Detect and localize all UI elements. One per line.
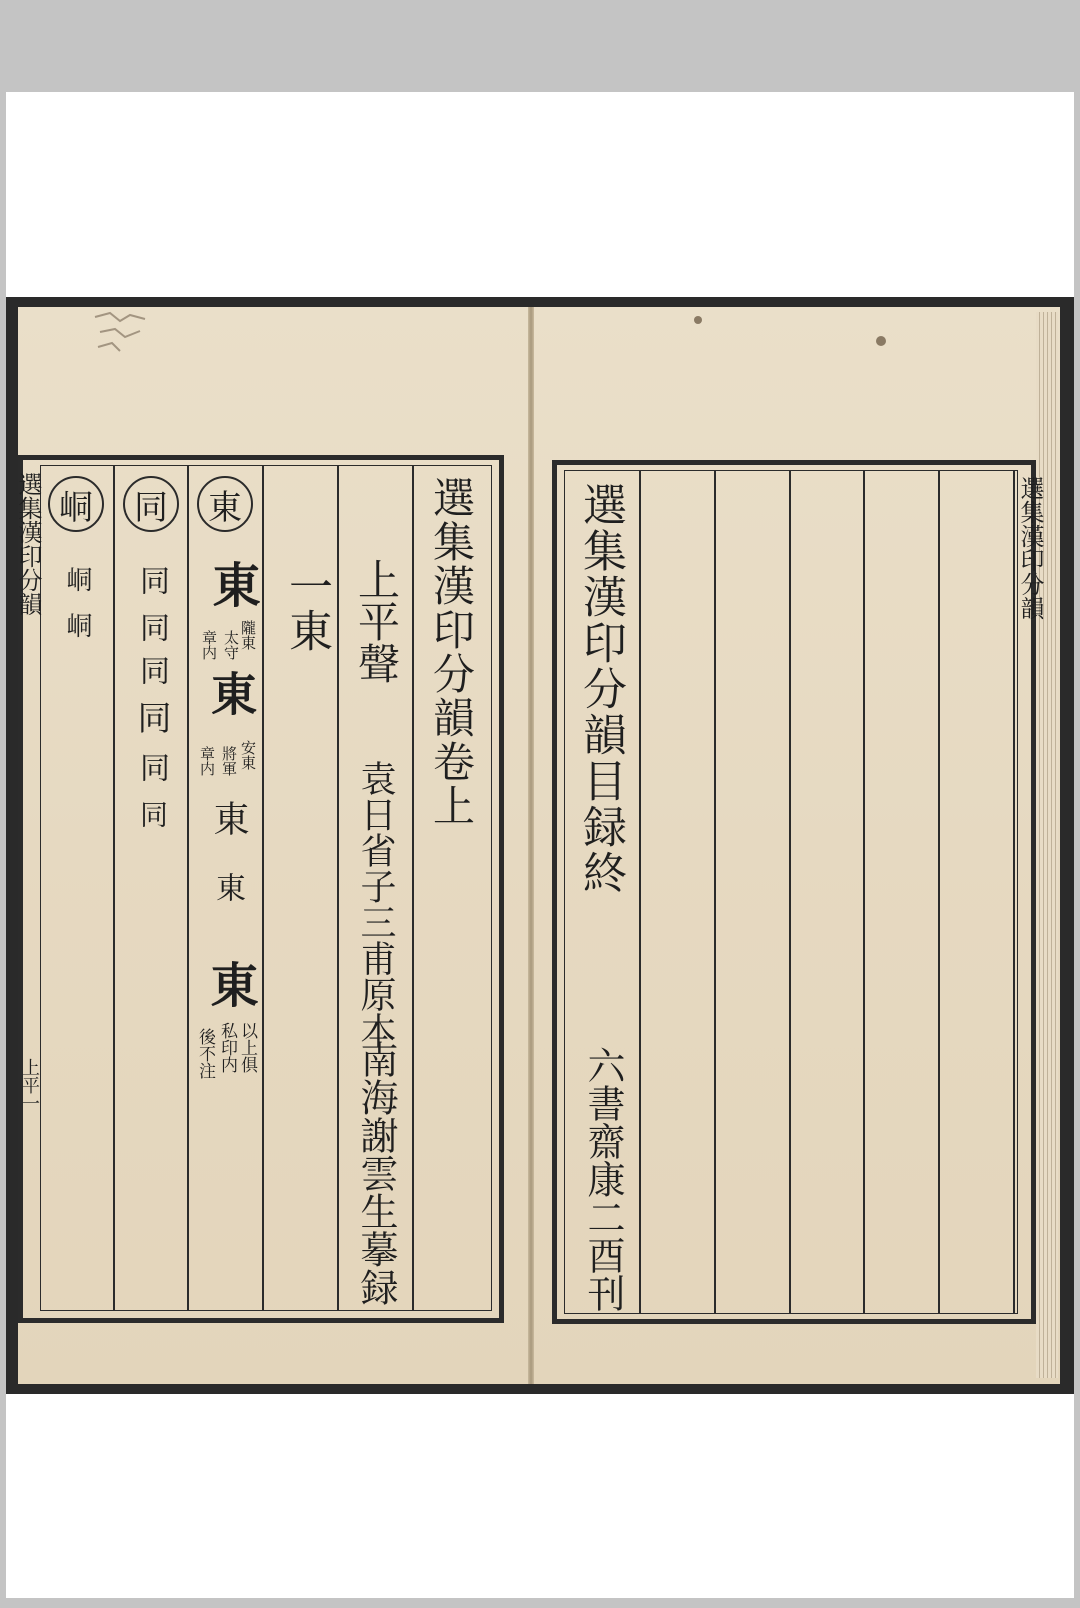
headword: 同 bbox=[134, 487, 168, 528]
left-page-inner-frame bbox=[40, 465, 492, 1311]
column-rule bbox=[262, 466, 264, 1310]
seal-form: 同 bbox=[134, 655, 169, 685]
right-page-inner-frame bbox=[564, 470, 1018, 1314]
margin-title: 選集漢印分韻 bbox=[1016, 476, 1044, 620]
seal-form: 同 bbox=[134, 565, 169, 595]
book-spine bbox=[528, 307, 534, 1384]
column-rule bbox=[187, 466, 189, 1310]
seal-note: 章内 bbox=[198, 746, 216, 776]
seal-form: 東 bbox=[210, 872, 245, 902]
column-rule bbox=[938, 471, 940, 1313]
headword-circle bbox=[197, 476, 253, 532]
seal-form: 峒 bbox=[62, 566, 92, 592]
seal-note: 私印内 bbox=[217, 1022, 237, 1073]
seal-note: 將軍 bbox=[220, 746, 238, 776]
seal-form: 東 bbox=[202, 960, 258, 1008]
seal-note: 以上俱 bbox=[237, 1022, 257, 1073]
column-rule bbox=[1013, 471, 1015, 1313]
seal-form: 峒 bbox=[62, 612, 92, 638]
seal-note: 太守 bbox=[222, 630, 240, 660]
seal-form: 同 bbox=[136, 800, 169, 828]
column-rule bbox=[639, 471, 641, 1313]
margin-page-number: 上平一 bbox=[19, 1058, 40, 1112]
seal-form: 同 bbox=[131, 700, 171, 734]
seal-note: 後不注 bbox=[195, 1028, 215, 1079]
seal-note: 安東 bbox=[239, 740, 257, 770]
column-rule bbox=[337, 466, 339, 1310]
column-rule bbox=[412, 466, 414, 1310]
margin-title: 選集漢印分韻 bbox=[14, 472, 42, 616]
page-edges bbox=[1036, 312, 1058, 1378]
column-rule bbox=[714, 471, 716, 1313]
column-rule bbox=[789, 471, 791, 1313]
contents-end-title: 選集漢印分韻目録終 bbox=[575, 482, 626, 896]
compiler-credit: 袁日省子三甫原本 bbox=[355, 760, 396, 1048]
tone-heading: 上平聲 bbox=[352, 558, 401, 684]
paper-stain bbox=[876, 336, 886, 346]
seal-form: 同 bbox=[134, 612, 169, 642]
seal-note: 隴東 bbox=[239, 620, 257, 650]
library-stamp bbox=[90, 307, 170, 357]
copyist-credit: 南海謝雲生摹録 bbox=[354, 1040, 398, 1306]
volume-title: 選集漢印分韻卷上 bbox=[427, 476, 476, 828]
seal-form: 東 bbox=[204, 670, 258, 716]
paper-stain bbox=[694, 316, 702, 324]
seal-form: 同 bbox=[134, 752, 169, 782]
seal-form: 東 bbox=[204, 560, 260, 608]
headword: 峒 bbox=[59, 487, 93, 528]
seal-form: 東 bbox=[208, 800, 249, 836]
column-rule bbox=[113, 466, 115, 1310]
rhyme-heading: 一東 bbox=[281, 564, 332, 652]
column-rule bbox=[863, 471, 865, 1313]
headword-circle bbox=[48, 476, 104, 532]
headword: 東 bbox=[208, 487, 242, 528]
headword-circle bbox=[123, 476, 179, 532]
publisher-colophon: 六書齋康二酉刊 bbox=[581, 1046, 625, 1312]
seal-note: 章内 bbox=[200, 630, 218, 660]
